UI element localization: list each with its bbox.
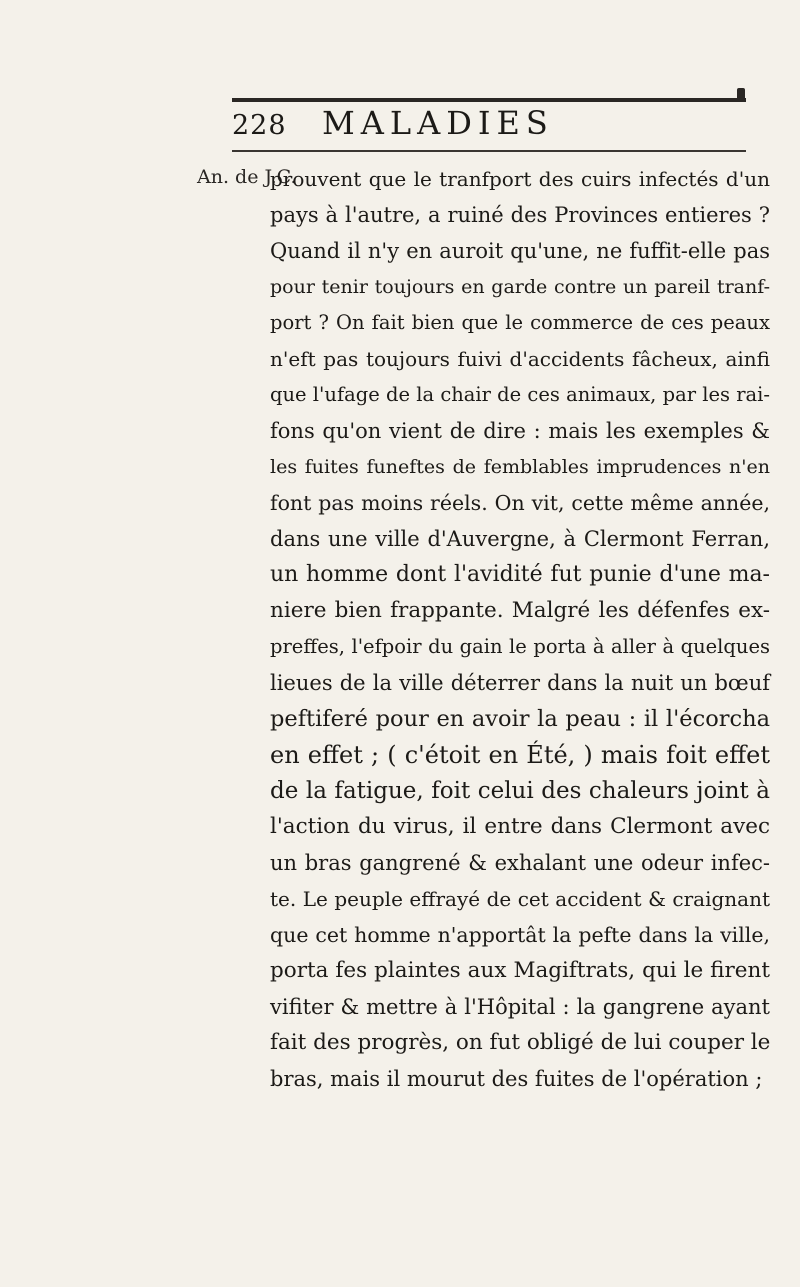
text-line: porta fes plaintes aux Magiftrats, qui le firent (270, 958, 770, 983)
text-line: lieues de la ville déterrer dans la nuit un bœuf (270, 671, 770, 695)
text-line: fait des progrès, on fut obligé de lui couper le (270, 1030, 771, 1055)
running-title: MALADIES (322, 104, 554, 142)
text-line: les fuites funeftes de femblables imprudences n'en (270, 456, 770, 478)
text-line: n'eft pas toujours fuivi d'accidents fâcheux, ainfi (270, 347, 770, 371)
header-rule (232, 150, 746, 152)
text-line: port ? On fait bien que le commerce de ces peaux (270, 311, 770, 334)
text-line: pour tenir toujours en garde contre un pareil tranf- (270, 276, 770, 298)
text-line: Quand il n'y en auroit qu'une, ne fuffit-elle pas (270, 239, 770, 263)
text-line: preffes, l'efpoir du gain le porta à aller à quelques (270, 635, 770, 658)
text-line: niere bien frappante. Malgré les défenfes ex- (270, 598, 770, 623)
top-rule (232, 98, 746, 102)
text-line: que l'ufage de la chair de ces animaux, par les rai- (270, 383, 770, 406)
page-number: 228 (232, 110, 287, 141)
text-line: de la fatigue, foit celui des chaleurs joint à (270, 778, 770, 804)
text-line: vifiter & mettre à l'Hôpital : la gangrene ayant (270, 995, 770, 1019)
ink-mark (737, 88, 745, 100)
text-line: bras, mais il mourut des fuites de l'opération ; (270, 1067, 763, 1091)
text-line: pays à l'autre, a ruiné des Provinces entieres ? (270, 203, 770, 227)
text-line: fons qu'on vient de dire : mais les exemples & (270, 419, 770, 443)
text-line: que cet homme n'apportât la pefte dans la ville, (270, 923, 770, 947)
text-line: un bras gangrené & exhalant une odeur infec- (270, 851, 770, 875)
text-line: te. Le peuple effrayé de cet accident & craignant (270, 887, 770, 911)
text-line: peftiferé pour en avoir la peau : il l'écorcha (270, 706, 770, 732)
text-line: l'action du virus, il entre dans Clermont avec (270, 814, 770, 839)
text-line: font pas moins réels. On vit, cette même année, (270, 491, 770, 515)
text-line: un homme dont l'avidité fut punie d'une ma- (270, 562, 770, 587)
text-line: en effet ; ( c'étoit en Été, ) mais foit effet (270, 741, 770, 769)
text-line: prouvent que le tranfport des cuirs infectés d'un (270, 167, 770, 191)
margin-note: An. de J.C. (197, 166, 297, 188)
text-line: dans une ville d'Auvergne, à Clermont Ferran, (270, 527, 770, 551)
body-text (270, 161, 770, 1097)
page-header (232, 104, 746, 148)
